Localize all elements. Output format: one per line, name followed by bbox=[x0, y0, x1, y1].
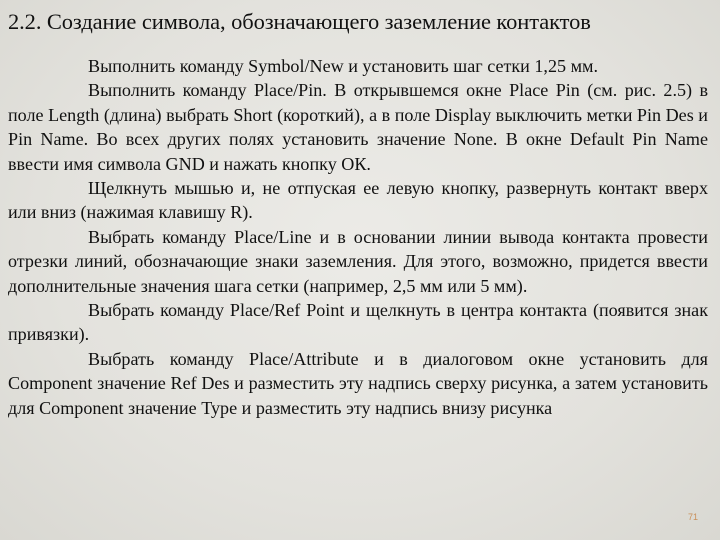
paragraph-4: Выбрать команду Place/Line и в основании линии вывода контакта провести отрезки линий, обозначающие знаки заземления. Для этого, возможно, придется ввести дополнительные значения шага сетки (например, 2,5 мм или 5 мм). bbox=[8, 226, 708, 296]
paragraph-3: Щелкнуть мышью и, не отпуская ее левую кнопку, развернуть контакт вверх или вниз (нажимая клавишу R). bbox=[8, 178, 708, 223]
page-number: 71 bbox=[687, 512, 698, 522]
paragraph-5: Выбрать команду Place/Ref Point и щелкнуть в центра контакта (появится знак привязки). bbox=[8, 300, 708, 345]
paragraph-1: Выполнить команду Symbol/New и установить шаг сетки 1,25 мм. bbox=[88, 56, 598, 76]
paragraph-6: Выбрать команду Place/Attribute и в диалоговом окне установить для Component значение Ref Des и разместить эту надпись сверху рисунка, а затем установить для Component значение Type и разместить эту надпись внизу рисунка bbox=[8, 348, 708, 418]
paragraph-2: Выполнить команду Place/Pin. В открывшемся окне Place Pin (см. рис. 2.5) в поле Length (длина) выбрать Short (короткий), а в поле Display выключить метки Pin Des и Pin Name. Во всех других полях установить значение None. В окне Default Pin Name ввести имя символа GND и нажать кнопку ОК. bbox=[8, 80, 708, 174]
slide-title: 2.2. Создание символа, обозначающего заземление контактов bbox=[8, 9, 591, 34]
slide-body bbox=[8, 54, 708, 420]
